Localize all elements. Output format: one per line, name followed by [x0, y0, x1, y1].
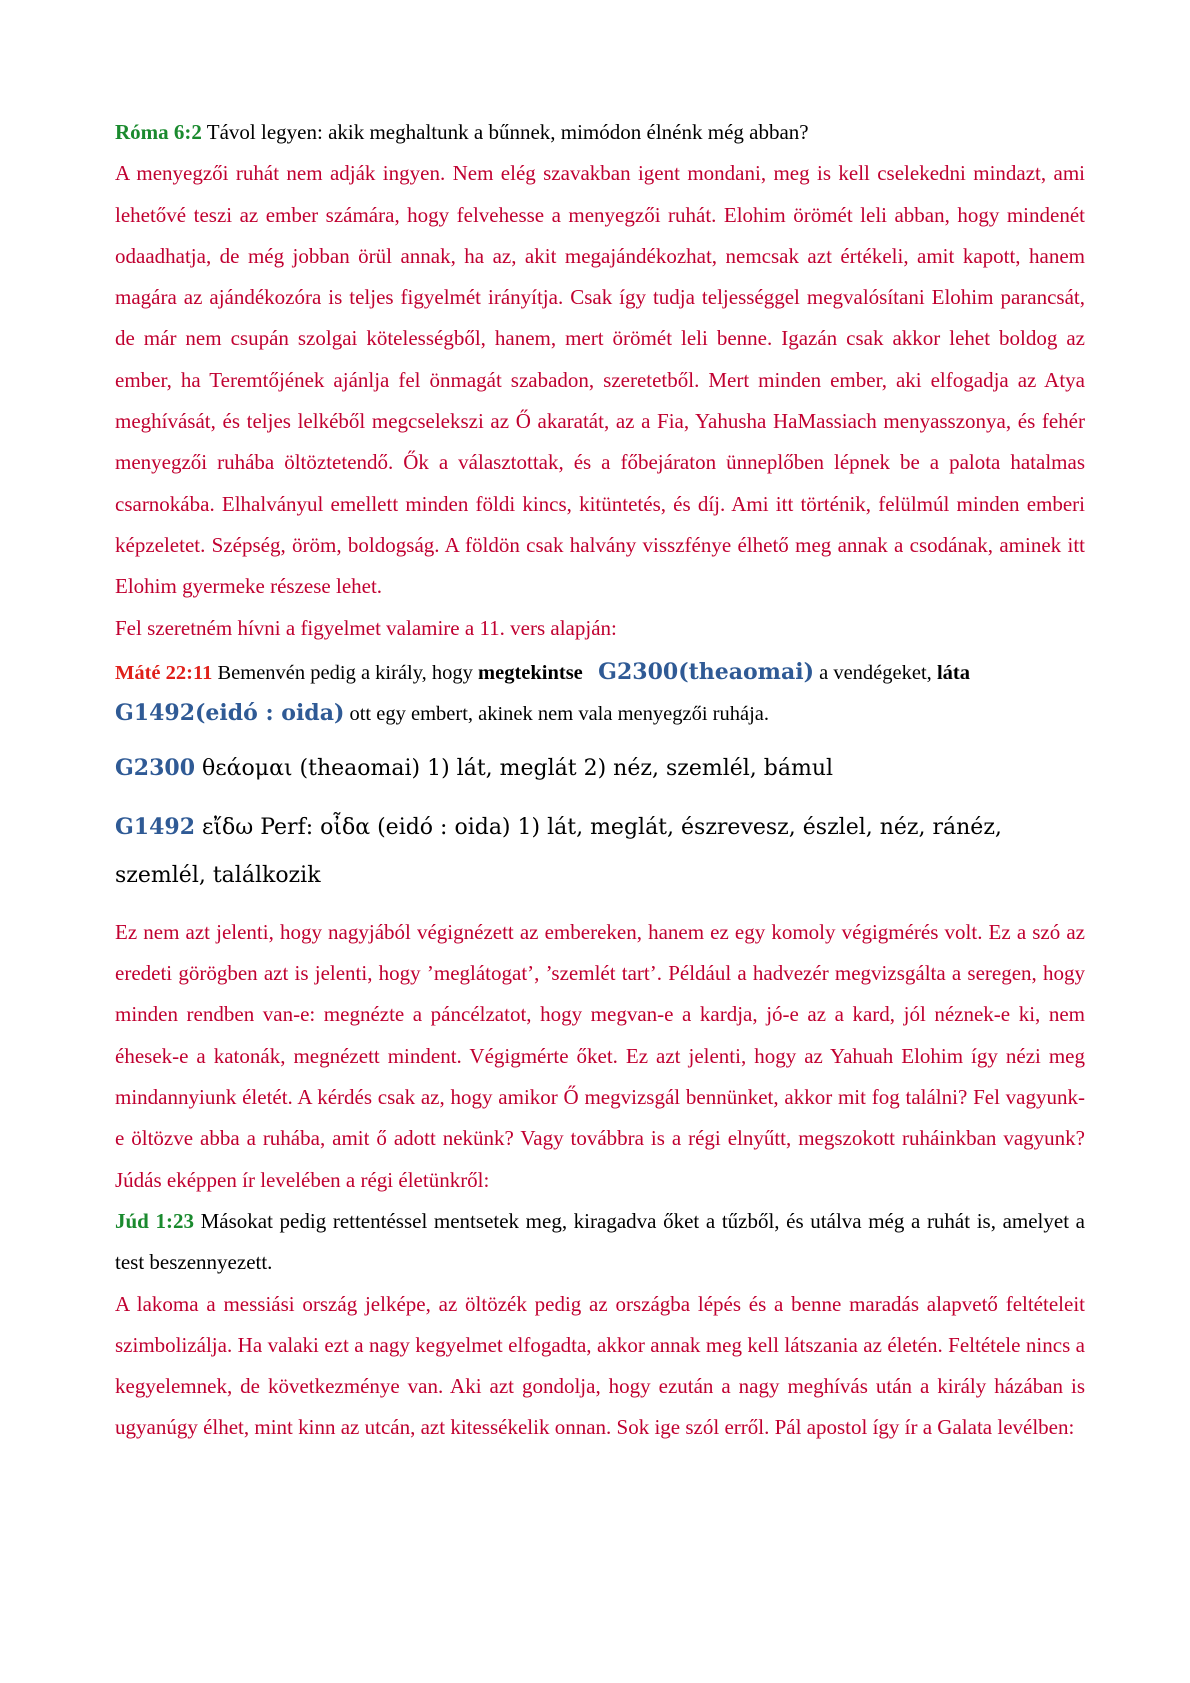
verse-text: Bemenvén pedig a király, hogy: [212, 661, 479, 684]
verse-text: Másokat pedig rettentéssel mentsetek meg, kiragadva őket a tűzből, és utálva még a ruhát is, amelyet a test beszennyezett.: [115, 1208, 1085, 1275]
strong-number: G1492(eidó : oida): [115, 699, 345, 726]
strong-definition-g2300: [115, 744, 1085, 793]
strong-code: G2300: [115, 754, 196, 781]
definition-text: εἴδω Perf: οἶδα (eidó : oida) 1) lát, meglát, észrevesz, észlel, néz, ránéz, szemlél, találkozik: [115, 814, 1002, 888]
verse-romans-6-2: [115, 112, 1085, 153]
strong-definition-g1492: [115, 803, 1085, 900]
verse-text: ott egy embert, akinek nem vala menyegzői ruhája.: [344, 702, 770, 725]
verse-reference: Máté 22:11: [115, 661, 213, 684]
verse-bold-word: láta: [936, 661, 970, 684]
verse-text: Távol legyen: akik meghaltunk a bűnnek, mimódon élnénk még abban?: [201, 120, 809, 144]
document-page: [115, 112, 1085, 1449]
commentary-paragraph: Ez nem azt jelenti, hogy nagyjából végignézett az embereken, hanem ez egy komoly végigmérés volt. Ez a szó az eredeti görögben azt is jelenti, hogy ’meglátogat’, ’szemlét tart’. Például a hadvezér megvizsgálta a seregen, hogy minden rendben van-e: megnézte a páncélzatot, hogy megvan-e a kardja, jó-e az a kard, jól néznek-e ki, nem éhesek-e a katonák, megnézett mindent. Végigmérte őket. Ez azt jelenti, hogy az Yahuah Elohim így nézi meg mindannyiunk életét. A kérdés csak az, hogy amikor Ő megvizsgál bennünket, akkor mit fog találni? Fel vagyunk-e öltözve abba a ruhába, amit ő adott nekünk? Vagy továbbra is a régi elnyűtt, megszokott ruháinkban vagyunk? Júdás eképpen ír levelében a régi életünkről:: [115, 919, 1085, 1192]
strong-code: G1492: [115, 813, 196, 840]
verse-text: a vendégeket,: [813, 661, 937, 684]
verse-jude-1-23: [115, 1201, 1085, 1284]
strong-number: G2300(theaomai): [598, 658, 814, 685]
verse-reference: Júd 1:23: [115, 1208, 194, 1233]
verse-reference: Róma 6:2: [115, 120, 202, 144]
commentary-paragraph: A lakoma a messiási ország jelképe, az öltözék pedig az országba lépés és a benne maradás alapvető feltételeit szimbolizálja. Ha valaki ezt a nagy kegyelmet elfogadta, akkor annak meg kell látszania az életén. Feltétele nincs a kegyelemnek, de következménye van. Aki azt gondolja, hogy ezután a nagy meghívás után a király házában is ugyanúgy élhet, mint kinn az utcán, azt kitessékelik onnan. Sok ige szól erről. Pál apostol így ír a Galata levélben:: [115, 1291, 1085, 1440]
verse-bold-word: megtekintse: [478, 661, 583, 684]
commentary-intro: Fel szeretném hívni a figyelmet valamire a 11. vers alapján:: [115, 615, 617, 640]
definition-text: θεάομαι (theaomai) 1) lát, meglát 2) néz, szemlél, bámul: [195, 755, 834, 781]
verse-matthew-22-11: [115, 652, 1085, 734]
commentary-paragraph: A menyegzői ruhát nem adják ingyen. Nem elég szavakban igent mondani, meg is kell cselekedni mindazt, ami lehetővé teszi az ember számára, hogy felvehesse a menyegzői ruhát. Elohim örömét leli abban, hogy mindenét odaadhatja, de még jobban örül annak, ha az, akit megajándékozhat, nemcsak azt értékeli, amit kapott, hanem magára az ajándékozóra is teljes figyelmét irányítja. Csak így tudja teljességgel megvalósítani Elohim parancsát, de már nem csupán szolgai kötelességből, hanem, mert örömét leli benne. Igazán csak akkor lehet boldog az ember, ha Teremtőjének ajánlja fel önmagát szabadon, szeretetből. Mert minden ember, aki elfogadja az Atya meghívását, és teljes lelkéből megcselekszi az Ő akaratát, az a Fia, Yahusha HaMassiach menyasszonya, és fehér menyegzői ruhába öltöztetendő. Ők a választottak, és a főbejáraton ünneplőben lépnek be a palota hatalmas csarnokába. Elhalványul emellett minden földi kincs, kitüntetés, és díj. Ami itt történik, felülmúl minden emberi képzeletet. Szépség, öröm, boldogság. A földön csak halvány visszfénye élhető meg annak a csodának, aminek itt Elohim gyermeke részese lehet.: [115, 161, 1085, 599]
